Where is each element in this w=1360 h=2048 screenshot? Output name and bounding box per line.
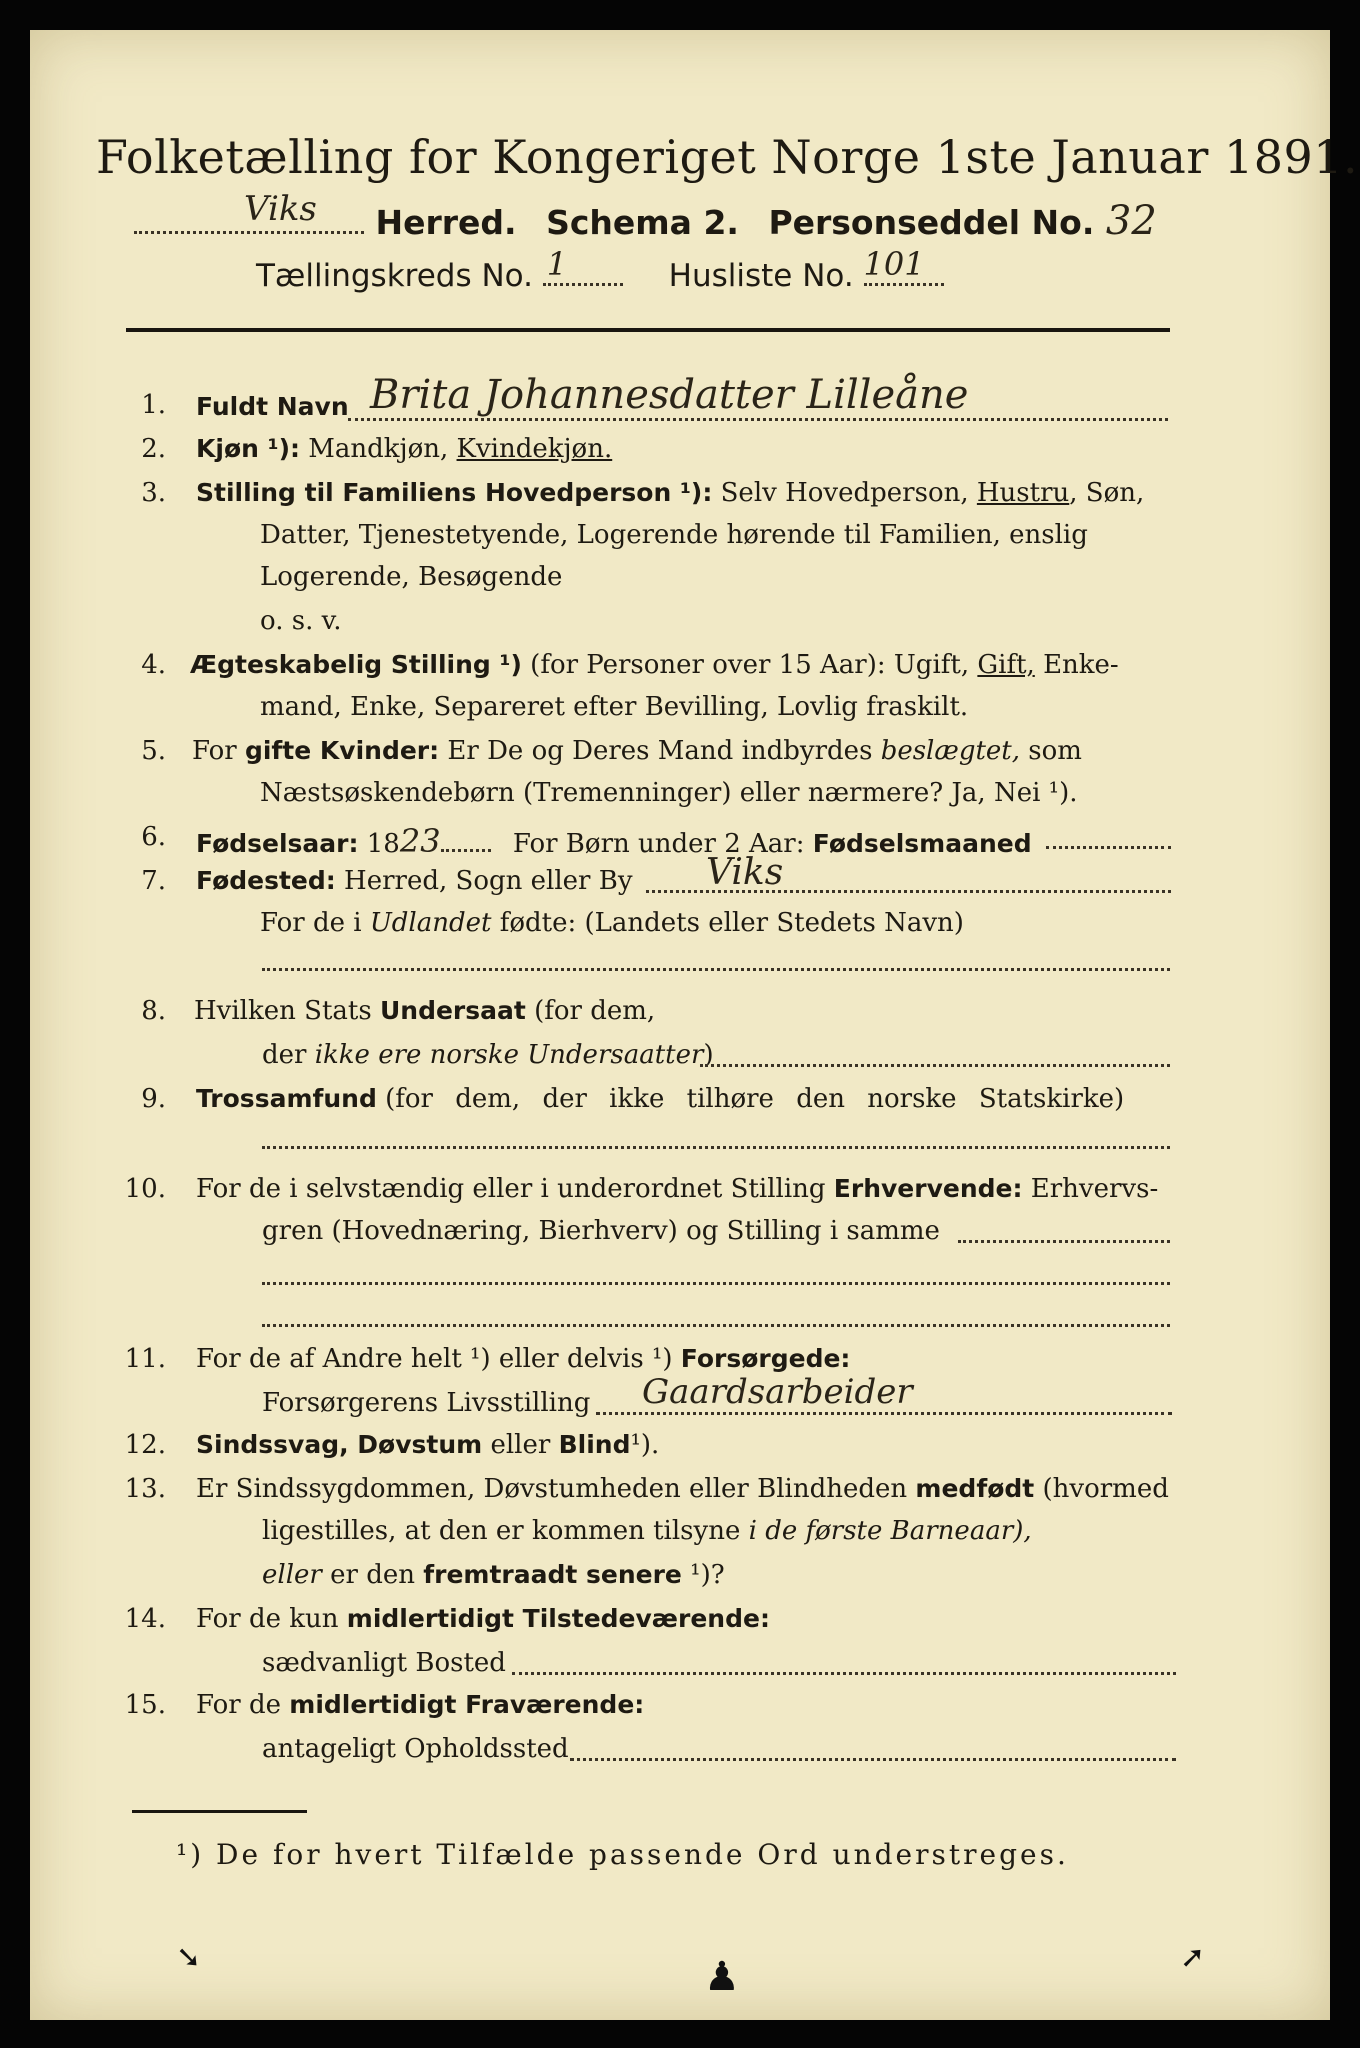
item-10-label: Erhvervende: bbox=[833, 1174, 1023, 1203]
personseddel-label: Personseddel No. bbox=[768, 203, 1095, 242]
item-2-label: Kjøn ¹): bbox=[196, 434, 300, 463]
item-1-field bbox=[348, 418, 1168, 421]
item-12-number: 12. bbox=[124, 1430, 166, 1460]
item-13-line-1 bbox=[196, 1474, 1169, 1504]
item-6-value: 23 bbox=[399, 822, 441, 860]
item-14-line-1 bbox=[196, 1604, 770, 1634]
item-4-line-1 bbox=[190, 650, 1119, 680]
item-13-line-2a: ligestilles, at den er kommen tilsyne bbox=[262, 1516, 741, 1546]
kreds-line bbox=[256, 245, 944, 294]
item-1-label: Fuldt Navn bbox=[196, 392, 349, 421]
item-10-line-1 bbox=[196, 1174, 1158, 1204]
item-10-text-b: Erhvervs- bbox=[1030, 1174, 1159, 1204]
item-7-line-1 bbox=[196, 866, 633, 896]
item-13-label: medfødt bbox=[915, 1474, 1035, 1503]
item-8-label: Undersaat bbox=[379, 996, 526, 1025]
item-14-number: 14. bbox=[124, 1604, 166, 1634]
item-1-value: Brita Johannesdatter Lilleåne bbox=[370, 372, 969, 418]
personseddel-value: 32 bbox=[1105, 198, 1157, 244]
item-10-field-1 bbox=[958, 1240, 1170, 1243]
item-14-field bbox=[512, 1672, 1176, 1675]
item-7-line-2a: For de i bbox=[260, 908, 362, 938]
herred-value: Viks bbox=[244, 189, 317, 229]
item-6-year-dots bbox=[441, 849, 491, 852]
stray-mark-center: ♟ bbox=[704, 1954, 740, 2000]
item-13-italic2: eller bbox=[262, 1560, 322, 1590]
stray-mark-left: ➘ bbox=[176, 1940, 202, 1975]
item-3-underlined: Hustru bbox=[976, 478, 1070, 508]
item-10-field-3 bbox=[262, 1324, 1170, 1327]
item-7-label: Fødested: bbox=[196, 866, 336, 895]
item-2-text: Mandkjøn, bbox=[308, 434, 457, 464]
item-15-line-2: antageligt Opholdssted bbox=[262, 1734, 569, 1764]
item-6-label: Fødselsaar: bbox=[196, 829, 359, 858]
item-9-field bbox=[262, 1146, 1170, 1149]
husliste-label: Husliste No. bbox=[668, 258, 854, 294]
item-7-line-2b: fødte: (Landets eller Stedets Navn) bbox=[499, 908, 964, 938]
item-13-label2: fremtraadt senere bbox=[423, 1560, 682, 1589]
item-10-number: 10. bbox=[124, 1174, 166, 1204]
footnote-divider bbox=[132, 1810, 307, 1813]
item-4-text-a: (for Personer over 15 Aar): Ugift, bbox=[530, 650, 970, 680]
item-7-text: Herred, Sogn eller By bbox=[344, 866, 633, 896]
item-5-italic: beslægtet, bbox=[880, 736, 1021, 766]
item-7-foreign-field bbox=[262, 968, 1170, 971]
item-9-text: (for dem, der ikke tilhøre den norske Statskirke) bbox=[385, 1084, 1125, 1114]
item-8-line-2a: der bbox=[262, 1040, 307, 1070]
item-13-number: 13. bbox=[124, 1474, 166, 1504]
item-10-field-2 bbox=[262, 1282, 1170, 1285]
item-8-number: 8. bbox=[141, 996, 166, 1026]
item-3-line-4: o. s. v. bbox=[260, 606, 342, 636]
item-5-line-1 bbox=[192, 736, 1082, 766]
item-13-line-3a: er den bbox=[330, 1560, 415, 1590]
item-4-underlined: Gift, bbox=[977, 650, 1035, 680]
item-2-line bbox=[196, 434, 612, 464]
item-4-number: 4. bbox=[141, 650, 166, 680]
item-6-line bbox=[196, 822, 1032, 860]
item-11-label: Forsørgede: bbox=[680, 1344, 851, 1373]
item-4-text-b: Enke- bbox=[1043, 650, 1119, 680]
item-9-line bbox=[196, 1084, 1124, 1114]
item-3-line-1 bbox=[196, 478, 1144, 508]
item-6-month-field bbox=[1046, 846, 1171, 849]
item-13-line-3 bbox=[262, 1560, 725, 1590]
item-12-text: eller bbox=[490, 1430, 551, 1460]
item-12-text-b: ¹). bbox=[630, 1430, 660, 1460]
item-13-line-3b: ¹)? bbox=[690, 1560, 725, 1590]
item-4-label: Ægteskabelig Stilling ¹) bbox=[190, 650, 522, 679]
item-8-text-b: (for dem, bbox=[534, 996, 656, 1026]
item-8-field bbox=[700, 1064, 1170, 1067]
item-3-label: Stilling til Familiens Hovedperson ¹): bbox=[196, 478, 713, 507]
item-10-line-2: gren (Hovednæring, Bierhverv) og Stilling i samme bbox=[262, 1216, 940, 1246]
item-7-line-2 bbox=[260, 908, 964, 938]
item-8-line-2: der ikke ere norske Undersaatter) bbox=[262, 1040, 714, 1070]
footnote: ¹) De for hvert Tilfælde passende Ord understreges. bbox=[176, 1838, 1069, 1871]
item-14-text-a: For de kun bbox=[196, 1604, 339, 1634]
item-6-text: For Børn under 2 Aar: bbox=[512, 829, 805, 859]
husliste-value: 101 bbox=[863, 245, 925, 283]
item-7-number: 7. bbox=[141, 866, 166, 896]
item-14-line-2: sædvanligt Bosted bbox=[262, 1648, 506, 1678]
item-11-value: Gaardsarbeider bbox=[642, 1372, 913, 1412]
item-8-italic: ikke ere norske Undersaatter bbox=[314, 1040, 704, 1070]
item-5-text-c: som bbox=[1028, 736, 1082, 766]
item-15-line-1 bbox=[196, 1690, 644, 1720]
herred-line bbox=[134, 189, 1157, 244]
item-12-label: Sindssvag, Døvstum bbox=[196, 1430, 483, 1459]
item-6-number: 6. bbox=[141, 822, 166, 852]
item-13-text-a: Er Sindssygdommen, Døvstumheden eller Blindheden bbox=[196, 1474, 908, 1504]
item-11-text-a: For de af Andre helt ¹) eller delvis ¹) bbox=[196, 1344, 673, 1374]
kreds-field bbox=[543, 245, 623, 286]
item-12-line bbox=[196, 1430, 659, 1460]
item-3-text-a: Selv Hovedperson, bbox=[720, 478, 969, 508]
item-3-line-2: Datter, Tjenestetyende, Logerende hørende til Familien, enslig bbox=[260, 520, 1088, 550]
item-3-line-3: Logerende, Besøgende bbox=[260, 562, 563, 592]
item-3-text-b: , Søn, bbox=[1069, 478, 1145, 508]
item-5-line-2: Næstsøskendebørn (Tremenninger) eller nærmere? Ja, Nei ¹). bbox=[260, 778, 1078, 808]
item-3-number: 3. bbox=[141, 478, 166, 508]
item-15-label: midlertidigt Fraværende: bbox=[289, 1690, 645, 1719]
item-5-text-a: For bbox=[192, 736, 237, 766]
item-9-label: Trossamfund bbox=[196, 1084, 377, 1113]
item-13-text-b: (hvormed bbox=[1042, 1474, 1169, 1504]
item-14-label: midlertidigt Tilstedeværende: bbox=[346, 1604, 770, 1633]
item-1-number: 1. bbox=[141, 390, 166, 420]
item-15-field bbox=[570, 1758, 1176, 1761]
kreds-label: Tællingskreds No. bbox=[256, 258, 533, 294]
item-8-line-1 bbox=[194, 996, 655, 1026]
header-divider bbox=[126, 328, 1170, 332]
item-8-text-a: Hvilken Stats bbox=[194, 996, 372, 1026]
item-9-number: 9. bbox=[141, 1084, 166, 1114]
item-2-number: 2. bbox=[141, 434, 166, 464]
item-11-line-1 bbox=[196, 1344, 850, 1374]
item-6-label2: Fødselsmaaned bbox=[812, 829, 1032, 858]
item-15-text-a: For de bbox=[196, 1690, 281, 1720]
item-6-prefix: 18 bbox=[366, 829, 400, 859]
herred-field bbox=[134, 189, 364, 234]
stray-mark-right: ➚ bbox=[1180, 1940, 1206, 1975]
schema-label: Schema 2. bbox=[546, 203, 739, 242]
husliste-field bbox=[863, 245, 944, 286]
item-10-text-a: For de i selvstændig eller i underordnet Stilling bbox=[196, 1174, 826, 1204]
item-11-number: 11. bbox=[124, 1344, 166, 1374]
item-5-label: gifte Kvinder: bbox=[244, 736, 440, 765]
item-13-italic: i de første Barneaar), bbox=[748, 1516, 1032, 1546]
item-15-number: 15. bbox=[124, 1690, 166, 1720]
item-2-underlined: Kvindekjøn. bbox=[456, 434, 613, 464]
item-7-italic: Udlandet bbox=[369, 908, 492, 938]
item-11-field bbox=[596, 1412, 1172, 1415]
herred-label: Herred. bbox=[375, 203, 517, 242]
item-5-number: 5. bbox=[141, 736, 166, 766]
item-12-label2: Blind bbox=[558, 1430, 631, 1459]
form-title: Folketælling for Kongeriget Norge 1ste Januar 1891. bbox=[96, 130, 1359, 184]
item-11-line-2: Forsørgerens Livsstilling bbox=[262, 1388, 591, 1418]
item-4-line-2: mand, Enke, Separeret efter Bevilling, Lovlig fraskilt. bbox=[260, 692, 969, 722]
item-7-value: Viks bbox=[706, 852, 784, 893]
kreds-value: 1 bbox=[546, 245, 568, 283]
item-5-text-b: Er De og Deres Mand indbyrdes bbox=[447, 736, 873, 766]
item-13-line-2 bbox=[262, 1516, 1032, 1546]
